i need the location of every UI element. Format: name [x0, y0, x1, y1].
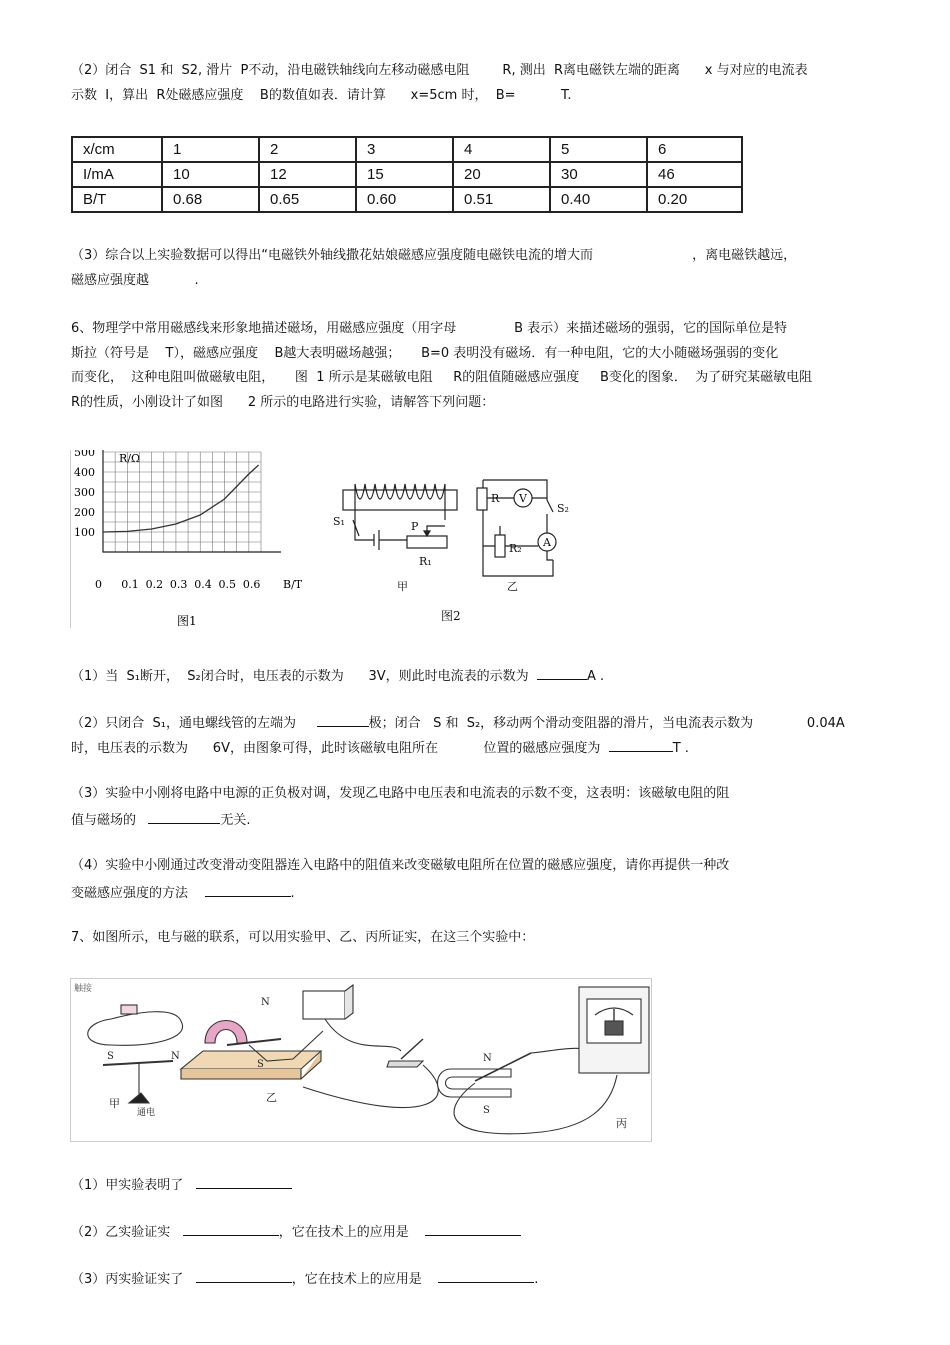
table-cell: 6 — [647, 137, 742, 162]
fig1-ylabel: R/Ω — [119, 452, 141, 465]
table-cell: 10 — [162, 162, 259, 187]
experiment-bing — [438, 987, 650, 1134]
fig1-xlabel: B/T — [283, 578, 303, 591]
q7-q3-blank-b[interactable] — [438, 1268, 534, 1283]
fig1-caption: 图1 — [177, 614, 197, 628]
q7-q2-blank-b[interactable] — [425, 1221, 521, 1236]
q5-part2-line1: （2）闭合 S1 和 S2, 滑片 P不动，沿电磁铁轴线向左移动磁感电阻 R, 测出 R离电磁铁左端的距离 x 与对应的电流表 — [71, 63, 808, 78]
yi-base-board — [181, 1051, 321, 1069]
jia-s: S — [107, 1051, 114, 1062]
q5-part3-line2: 磁感应强度越 . — [71, 273, 199, 288]
figure-svg — [71, 450, 581, 628]
q7-q2-text-a: （2）乙实验证实 — [71, 1225, 171, 1240]
yi-switch-handle — [401, 1039, 423, 1059]
table-cell: 0.20 — [647, 187, 742, 212]
table-cell: 5 — [550, 137, 647, 162]
q6-q3-text-a: 值与磁场的 — [71, 813, 137, 828]
fig1-ytick-label: 100 — [74, 526, 95, 539]
yi-magnet — [205, 1021, 247, 1044]
label-a: A — [543, 536, 551, 549]
q6-intro-line3: 而变化， 这种电阻叫做磁敏电阻， 图 1 所示是某磁敏电阻 R的阻值随磁感应强度 B变化的图象． 为了研究某磁敏电阻 — [71, 370, 813, 385]
q6-intro-line1: 6、物理学中常用磁感线来形象地描述磁场，用磁感应强度（用字母 B 表示）来描述磁场的强弱，它的国际单位是特 — [71, 321, 788, 336]
q6-q4-blank[interactable] — [205, 882, 291, 897]
q6-q2-line1 — [71, 712, 845, 733]
table-cell: 12 — [259, 162, 356, 187]
table-cell: 0.51 — [453, 187, 550, 212]
jia-label: 甲 — [109, 1097, 120, 1110]
label-s1: S₁ — [333, 515, 345, 528]
q6-q2-text-d: 时，电压表的示数为 6V，由图象可得，此时该磁敏电阻所在 位置的磁感应强度为 — [71, 741, 601, 756]
battery-cell — [374, 530, 379, 550]
table-cell: 1 — [162, 137, 259, 162]
experiment-yi — [181, 985, 438, 1108]
slider-arrow — [424, 531, 430, 536]
table-cell: 20 — [453, 162, 550, 187]
circuit-jia-labels — [333, 515, 432, 593]
q6-q2-line2 — [71, 737, 689, 758]
data-table — [71, 136, 743, 213]
q7-q2 — [71, 1221, 521, 1242]
fig1-axes — [103, 450, 281, 552]
fig1-ytick-label: 500 — [74, 450, 95, 459]
fig1-ytick-label: 300 — [74, 486, 95, 499]
q7-q1 — [71, 1174, 292, 1195]
bing-wire-loop — [454, 1075, 617, 1134]
yi-wire-to-switch — [325, 1019, 401, 1051]
q7-q1-text: （1）甲实验表明了 — [71, 1178, 184, 1193]
rheostat-r1 — [407, 536, 447, 548]
fig2-caption: 图2 — [441, 609, 461, 623]
table-cell: 2 — [259, 137, 356, 162]
bing-s: S — [483, 1105, 490, 1116]
table-row-header: I/mA — [72, 162, 162, 187]
table-cell: 0.60 — [356, 187, 453, 212]
table-cell: 4 — [453, 137, 550, 162]
label-jia: 甲 — [397, 580, 408, 593]
yi-s: S — [257, 1059, 264, 1070]
resistor-r2 — [495, 535, 505, 557]
solenoid-coil — [355, 484, 445, 499]
q7-corner-label: 触接 — [74, 984, 93, 994]
fig1-grid — [103, 450, 281, 552]
resistor-r — [477, 488, 487, 510]
label-s2: S₂ — [557, 502, 569, 515]
jia-n: N — [171, 1051, 180, 1062]
q5-part3-line1: （3）综合以上实验数据可以得出“电磁铁外轴线撒花姑娘磁感应强度随电磁铁电流的增大而 ，离电磁铁越远， — [71, 248, 797, 263]
table-cell: 0.65 — [259, 187, 356, 212]
q6-q2-pole-blank[interactable] — [317, 712, 369, 727]
fig1-xtick-label: 0.1 — [121, 578, 139, 591]
slider-wire — [427, 526, 445, 534]
q6-q2-text-b: 极；闭合 S 和 S₂，移动两个滑动变阻器的滑片，当电流表示数为 — [368, 716, 754, 731]
q6-q2-unit: T . — [672, 741, 689, 756]
fig1-xtick-label: 0 — [95, 578, 102, 591]
q6-q3-line1: （3）实验中小刚将电路中电源的正负极对调，发现乙电路中电压表和电流表的示数不变，这表明：该磁敏电阻的阻 — [71, 786, 730, 801]
jia-battery — [121, 1005, 137, 1014]
q7-intro: 7、如图所示，电与磁的联系，可以用实验甲、乙、丙所证实，在这三个实验中： — [71, 930, 535, 945]
fig1-yticks — [74, 450, 95, 539]
label-v: V — [519, 492, 527, 505]
fig1-xtick-label: 0.4 — [194, 578, 212, 591]
fig1-ytick-label: 400 — [74, 466, 95, 479]
circuit-yi — [477, 480, 556, 576]
q6-intro-line4: R的性质，小刚设计了如图 2 所示的电路进行实验，请解答下列问题： — [71, 395, 495, 410]
fig1-ytick-label: 200 — [74, 506, 95, 519]
label-yi: 乙 — [507, 580, 518, 593]
yi-power-box — [303, 991, 345, 1019]
yi-wire-return — [303, 1065, 438, 1108]
jia-wire-loop — [88, 1012, 183, 1046]
table-cell: 46 — [647, 162, 742, 187]
q5-part2-line2: 示数 I，算出 R处磁感应强度 B的数值如表．请计算 x=5cm 时， B= T. — [71, 88, 572, 103]
q7-q3 — [71, 1268, 538, 1289]
table-row-header: x/cm — [72, 137, 162, 162]
q6-q2-text-a: （2）只闭合 S₁，通电螺线管的左端为 — [71, 716, 296, 731]
yi-power-side — [345, 985, 353, 1019]
table-row — [72, 162, 742, 187]
table-row — [72, 187, 742, 212]
jia-sub-label: 通电 — [137, 1108, 156, 1118]
table-row — [72, 137, 742, 162]
q7-figure — [70, 978, 652, 1142]
experiment-jia — [88, 1005, 183, 1103]
table-cell: 3 — [356, 137, 453, 162]
q6-q3-blank[interactable] — [148, 809, 220, 824]
bing-label: 丙 — [616, 1117, 627, 1130]
q7-q3-end: . — [534, 1272, 539, 1287]
fig1-xtick-label: 0.6 — [242, 578, 261, 591]
switch-s2 — [547, 500, 553, 530]
label-r1: R₁ — [419, 555, 432, 568]
table-cell: 0.68 — [162, 187, 259, 212]
q6-q1 — [71, 665, 604, 686]
yi-switch — [387, 1061, 423, 1067]
q6-q3-text-b: 无关. — [220, 813, 251, 828]
q6-q4-line1: （4）实验中小刚通过改变滑动变阻器连入电路中的阻值来改变磁敏电阻所在位置的磁感应强度，请你再提供一种改 — [71, 858, 730, 873]
bing-meter-core — [605, 1021, 623, 1035]
q7-q3-text-a: （3）丙实验证实了 — [71, 1272, 184, 1287]
fig1-xticks — [95, 578, 260, 591]
q7-q2-text-b: ，它在技术上的应用是 — [278, 1225, 409, 1240]
q6-q1-unit: A . — [586, 669, 605, 684]
q6-q2-text-c: 0.04A — [806, 716, 845, 731]
fig1-xtick-label: 0.3 — [169, 578, 188, 591]
bing-n: N — [483, 1053, 492, 1064]
q7-figure-svg — [71, 979, 651, 1141]
q6-q1-answer-blank[interactable] — [537, 665, 587, 680]
q6-q1-text: （1）当 S₁断开， S₂闭合时，电压表的示数为 3V，则此时电流表的示数为 — [71, 669, 529, 684]
circuit-jia — [343, 484, 457, 550]
solenoid-core — [343, 490, 457, 510]
q7-q3-text-b: ，它在技术上的应用是 — [291, 1272, 422, 1287]
q6-figure — [70, 450, 581, 628]
fig1-xtick-label: 0.5 — [218, 578, 237, 591]
label-r: R — [491, 492, 500, 505]
table-row-header: B/T — [72, 187, 162, 212]
fig1-xtick-label: 0.2 — [145, 578, 164, 591]
jia-stand-base — [129, 1093, 149, 1103]
switch-s1 — [353, 520, 359, 536]
q7-q2-blank-a[interactable] — [183, 1221, 279, 1236]
yi-label: 乙 — [266, 1091, 277, 1104]
yi-n: N — [261, 997, 270, 1008]
q7-q1-blank[interactable] — [196, 1174, 292, 1189]
q6-q3-line2 — [71, 809, 251, 830]
table-cell: 30 — [550, 162, 647, 187]
table-cell: 0.40 — [550, 187, 647, 212]
yi-rod — [227, 1039, 281, 1045]
q7-q3-blank-a[interactable] — [196, 1268, 292, 1283]
q6-q2-b-blank[interactable] — [609, 737, 673, 752]
label-p: P — [411, 520, 419, 533]
graph-fig1 — [74, 450, 303, 628]
q6-q4-text-a: 变磁感应强度的方法 — [71, 886, 189, 901]
table-cell: 15 — [356, 162, 453, 187]
q6-q4-line2 — [71, 882, 295, 903]
q6-q4-text-b: . — [290, 886, 295, 901]
label-r2: R₂ — [509, 542, 522, 555]
q6-intro-line2: 斯拉（符号是 T），磁感应强度 B越大表明磁场越强； B=0 表明没有磁场．有一种电阻，它的大小随磁场强弱的变化 — [71, 346, 779, 361]
